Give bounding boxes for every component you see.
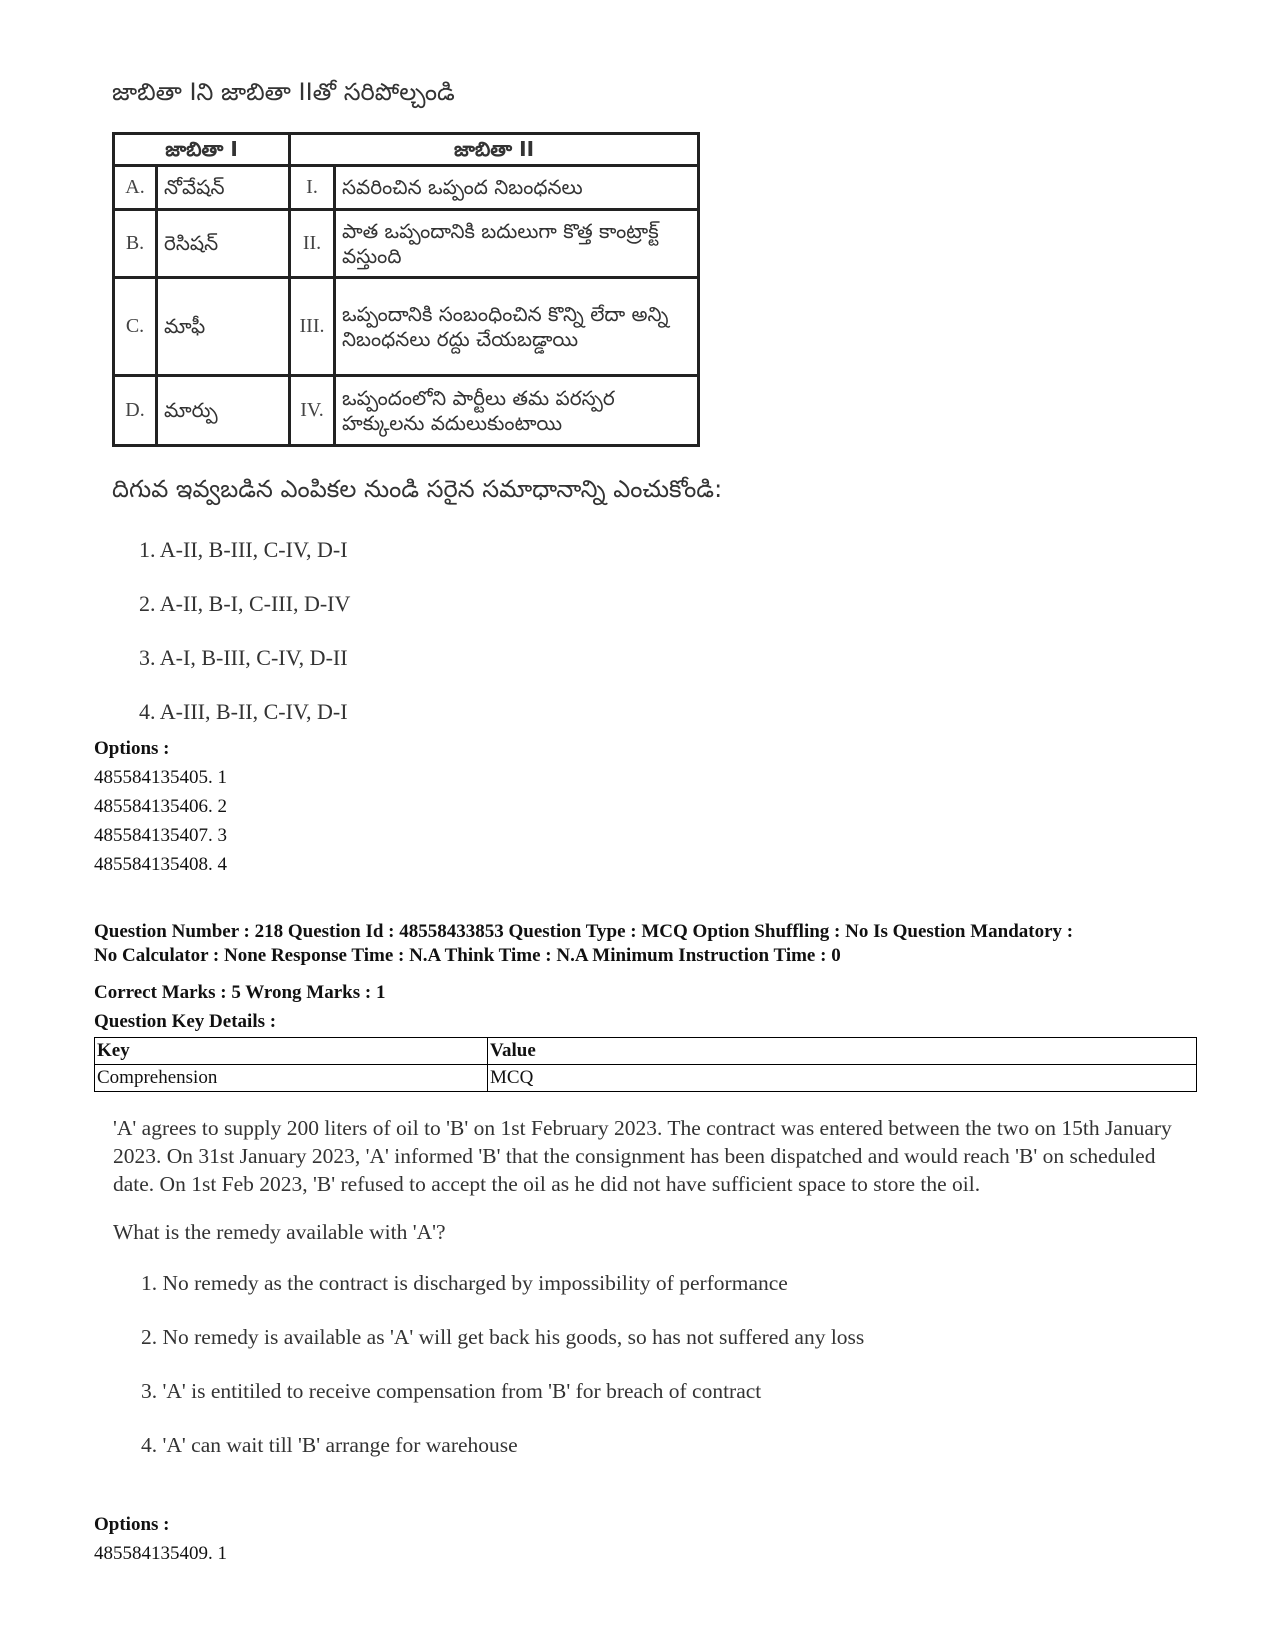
options-section (94, 1510, 227, 1568)
key-cell: Comprehension (95, 1065, 488, 1092)
key-details-table (94, 1037, 1197, 1092)
table-row (114, 278, 699, 376)
row-label: D. (114, 376, 157, 446)
choice-item: 1. A-II, B-III, C-IV, D-I (139, 537, 348, 562)
choice-list (105, 537, 1175, 753)
value-header: Value (488, 1038, 1197, 1065)
option-item: 485584135406. 2 (94, 796, 227, 817)
marks-line: Correct Marks : 5 Wrong Marks : 1 (94, 982, 386, 1003)
choice-item: 3. 'A' is entitiled to receive compensation from 'B' for breach of contract (141, 1379, 762, 1403)
row-label: C. (114, 278, 157, 376)
question-meta-line: Question Number : 218 Question Id : 48558433853 Question Type : MCQ Option Shuffling : No Is Question Mandatory : (94, 921, 1074, 942)
row-description: పాత ఒప్పందానికి బదులుగా కొత్త కాంట్రాక్ట్ వస్తుంది (335, 210, 699, 278)
row-item: మాఫీ (157, 278, 290, 376)
row-number: III. (290, 278, 335, 376)
question-text: What is the remedy available with 'A'? (113, 1220, 446, 1244)
table-row (114, 210, 699, 278)
option-item: 485584135405. 1 (94, 767, 227, 788)
option-item: 485584135408. 4 (94, 854, 227, 875)
key-details-heading: Question Key Details : (94, 1011, 277, 1032)
options-heading: Options : (94, 1514, 170, 1535)
question-meta-line: No Calculator : None Response Time : N.A Think Time : N.A Minimum Instruction Time : 0 (94, 945, 841, 966)
options-section (94, 734, 227, 879)
row-number: I. (290, 166, 335, 210)
choice-item: 2. A-II, B-I, C-III, D-IV (139, 591, 351, 616)
table-row (114, 166, 699, 210)
value-cell: MCQ (488, 1065, 1197, 1092)
option-item: 485584135409. 1 (94, 1543, 227, 1564)
question-image-match (105, 78, 1175, 753)
row-label: A. (114, 166, 157, 210)
key-header: Key (95, 1038, 488, 1065)
row-description: ఒప్పందానికి సంబంధించిన కొన్ని లేదా అన్ని నిబంధనలు రద్దు చేయబడ్డాయి (335, 278, 699, 376)
row-label: B. (114, 210, 157, 278)
table-row (114, 376, 699, 446)
row-item: మార్పు (157, 376, 290, 446)
option-item: 485584135407. 3 (94, 825, 227, 846)
question-title: జాబితా Iని జాబితా IIతో సరిపోల్చండి (112, 78, 455, 106)
choice-item: 4. A-III, B-II, C-IV, D-I (139, 699, 348, 724)
row-number: II. (290, 210, 335, 278)
match-table (112, 132, 700, 447)
row-item: నోవేషన్ (157, 166, 290, 210)
row-number: IV. (290, 376, 335, 446)
choice-item: 4. 'A' can wait till 'B' arrange for warehouse (141, 1433, 518, 1457)
row-item: రెసిషన్ (157, 210, 290, 278)
marks-info (94, 978, 385, 1036)
question-image-comprehension (105, 1114, 1175, 1487)
list-one-header: జాబితా I (114, 134, 290, 166)
choice-list (105, 1271, 1175, 1487)
list-two-header: జాబితా II (290, 134, 699, 166)
passage-text: 'A' agrees to supply 200 liters of oil to 'B' on 1st February 2023. The contract was entered between the two on 15th January 2023. On 31st January 2023, 'A' informed 'B' that the consignment has been dispatched and would reach 'B' on scheduled date. On 1st Feb 2023, 'B' refused to accept the oil as he did not have sufficient space to store the oil. (113, 1116, 1172, 1196)
options-heading: Options : (94, 738, 170, 759)
row-description: ఒప్పందంలోని పార్టీలు తమ పరస్పర హక్కులను వదులుకుంటాయి (335, 376, 699, 446)
choice-item: 2. No remedy is available as 'A' will get back his goods, so has not suffered any loss (141, 1325, 865, 1349)
choice-item: 1. No remedy as the contract is discharged by impossibility of performance (141, 1271, 788, 1295)
choice-item: 3. A-I, B-III, C-IV, D-II (139, 645, 348, 670)
question-meta (94, 920, 1073, 968)
row-description: సవరించిన ఒప్పంద నిబంధనలు (335, 166, 699, 210)
question-instruction: దిగువ ఇవ్వబడిన ఎంపికల నుండి సరైన సమాధానాన్ని ఎంచుకోండి: (112, 475, 723, 503)
